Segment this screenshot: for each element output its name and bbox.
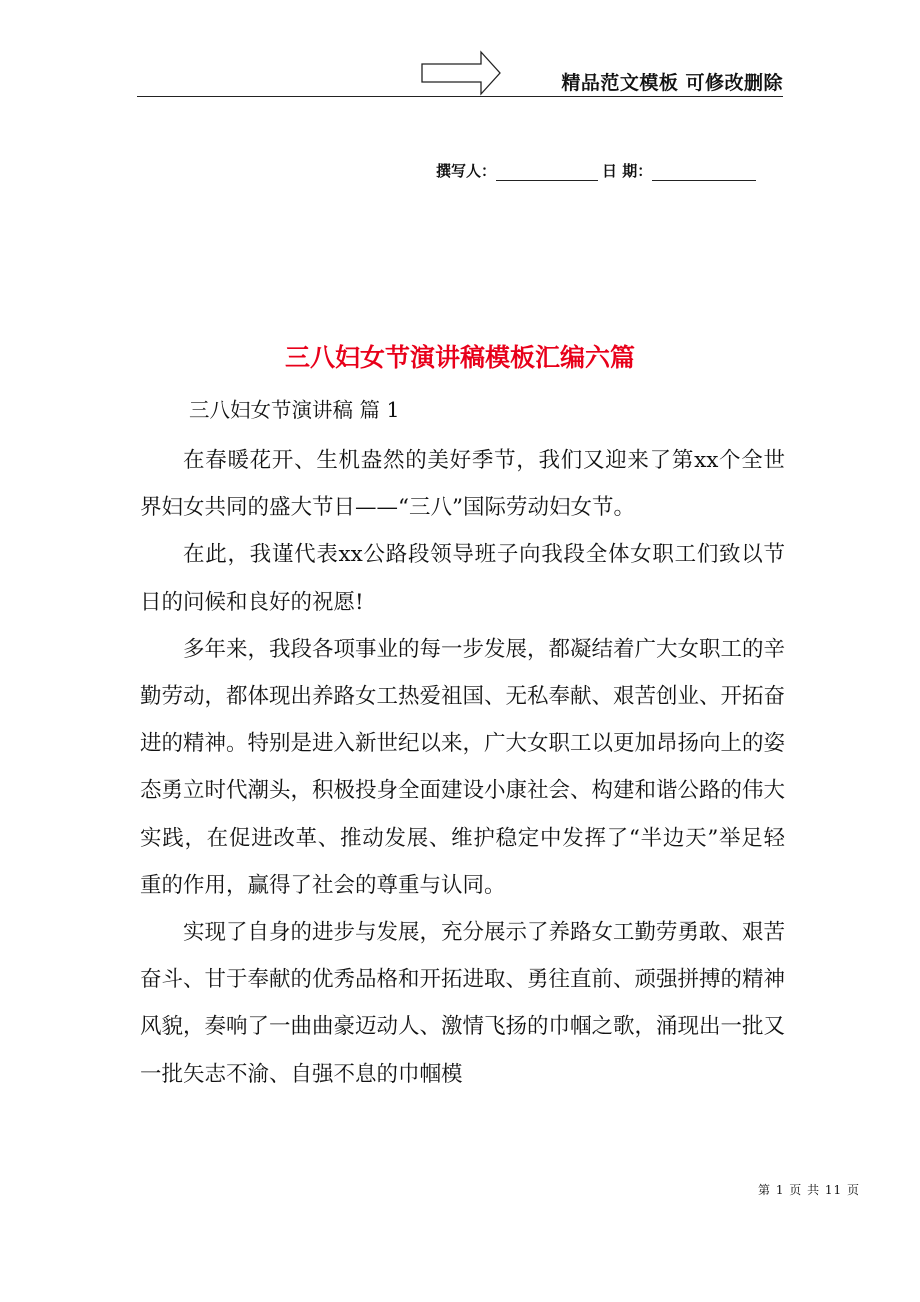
date-blank xyxy=(652,160,756,181)
paragraph: 在春暖花开、生机盎然的美好季节，我们又迎来了第xx个全世界妇女共同的盛大节日——“三八”国际劳动妇女节。 xyxy=(140,448,785,521)
meta-row xyxy=(436,160,756,181)
page-number: 第 1 页 共 11 页 xyxy=(758,1183,860,1197)
header-label: 精品范文模板 可修改删除 xyxy=(561,72,783,94)
paragraph: 实现了自身的进步与发展，充分展示了养路女工勤劳勇敢、艰苦奋斗、甘于奉献的优秀品格和开拓进取、勇往直前、顽强拼搏的精神风貌，奏响了一曲曲豪迈动人、激情飞扬的巾帼之歌，涌现出一批又一批矢志不渝、自强不息的巾帼模 xyxy=(140,920,786,1087)
document-title: 三八妇女节演讲稿模板汇编六篇 xyxy=(284,343,635,372)
header-divider xyxy=(137,96,783,97)
paragraph: 在此，我谨代表xx公路段领导班子向我段全体女职工们致以节日的问候和良好的祝愿! xyxy=(140,542,785,615)
author-blank xyxy=(496,160,598,181)
page-header xyxy=(137,50,783,97)
date-label: 日 期： xyxy=(602,162,653,180)
section-heading: 三八妇女节演讲稿 篇 1 xyxy=(189,398,400,422)
paragraph: 多年来，我段各项事业的每一步发展，都凝结着广大女职工的辛勤劳动，都体现出养路女工热爱祖国、无私奉献、艰苦创业、开拓奋进的精神。特别是进入新世纪以来，广大女职工以更加昂扬向上的姿态勇立时代潮头，积极投身全面建设小康社会、构建和谐公路的伟大实践，在促进改革、推动发展、维护稳定中发挥了“半边天”举足轻重的作用，赢得了社会的尊重与认同。 xyxy=(140,636,786,898)
author-label: 撰写人： xyxy=(436,162,497,180)
document-body xyxy=(140,437,785,1098)
arrow-right-outline-icon xyxy=(421,50,501,96)
